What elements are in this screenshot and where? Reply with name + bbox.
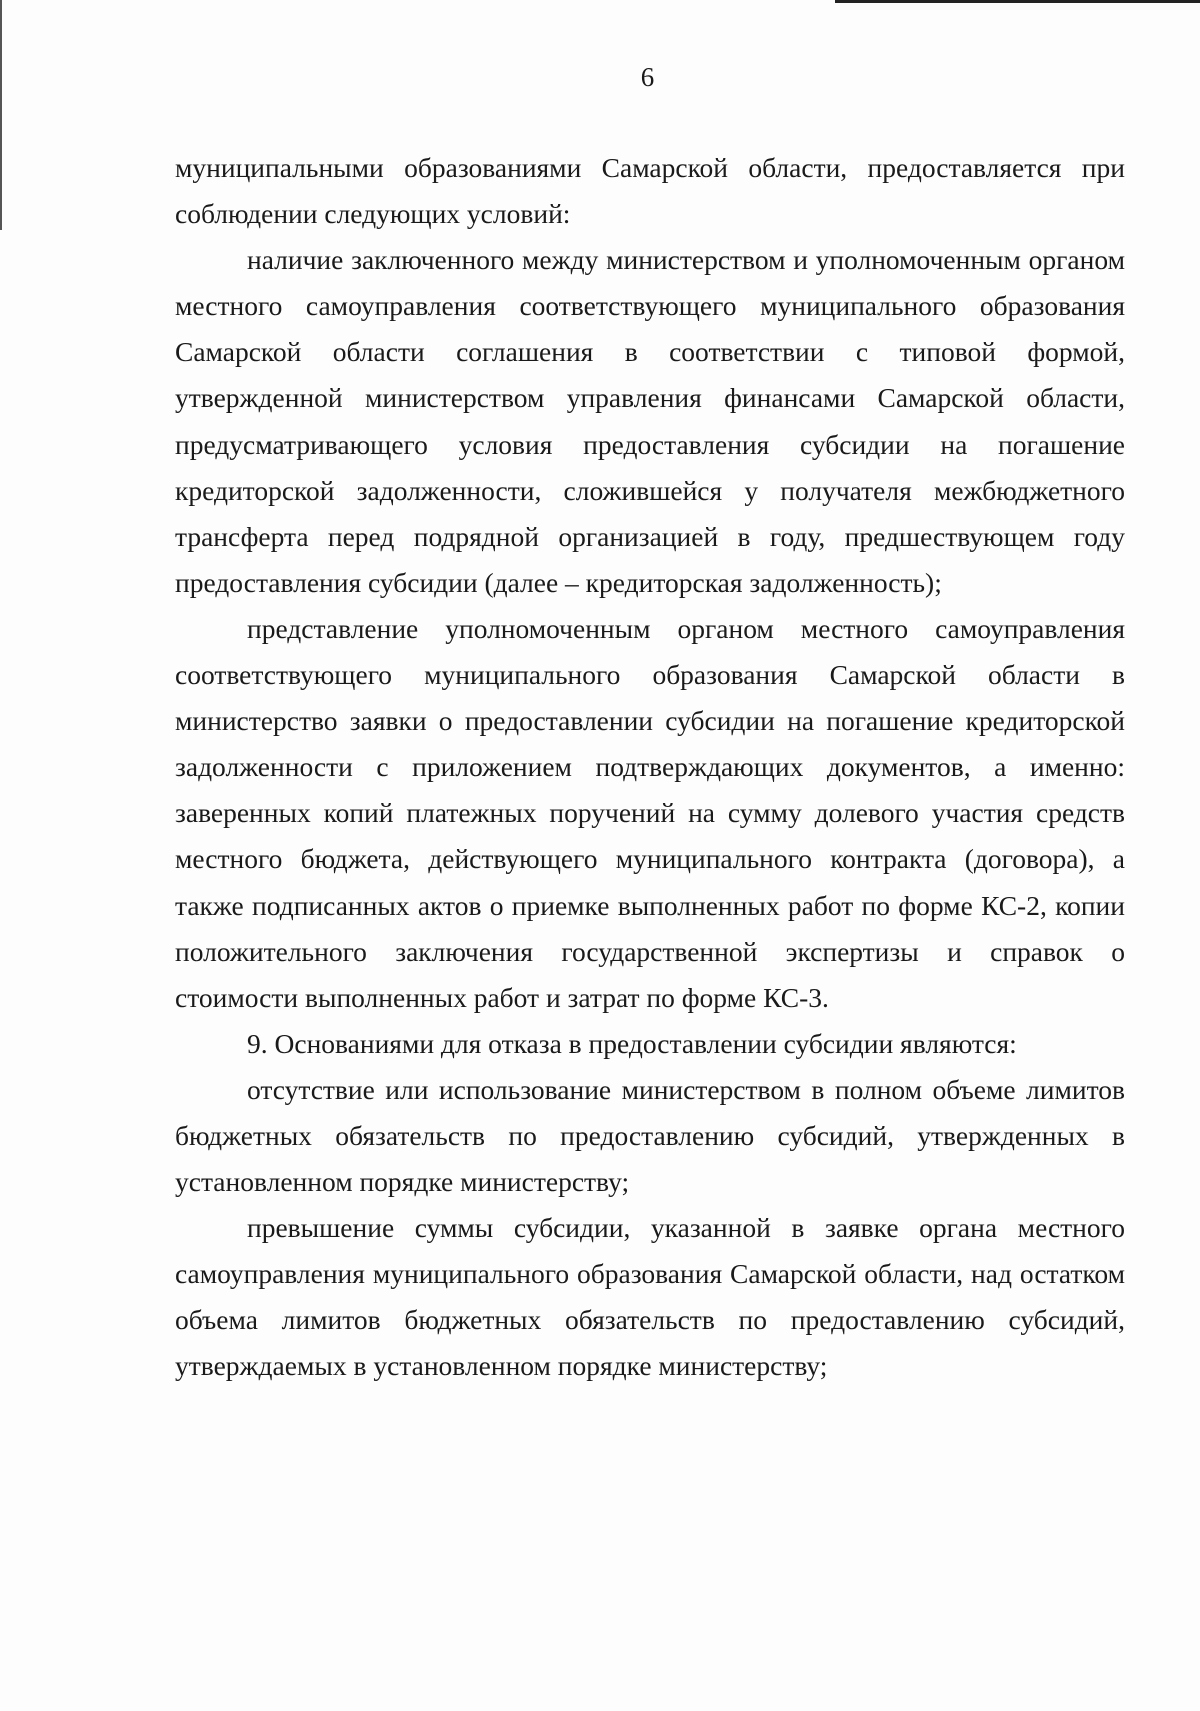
document-body <box>175 145 1125 1390</box>
paragraph-intro-continuation: муниципальными образованиями Самарской области, предоставляется при соблюдении следующих условий: <box>175 152 1125 230</box>
scan-edge-shadow <box>0 0 2 230</box>
page-number: 6 <box>640 62 655 92</box>
paragraph-refusal-grounds-heading: 9. Основаниями для отказа в предоставлении субсидии являются: <box>247 1027 1017 1059</box>
scan-edge-line <box>835 0 1200 3</box>
paragraph-condition-application: представление уполномоченным органом местного самоуправления соответствующего муниципального образования Самарской области в министерство заявки о предоставлении субсидии на погашение кредиторской задолженности с приложением подтверждающих документов, а именно: заверенных копий платежных поручений на сумму долевого участия средств местного бюджета, действующего муниципального контракта (договора), а также подписанных актов о приемке выполненных работ по форме КС-2, копии положительного заключения государственной экспертизы и справок о стоимости выполненных работ и затрат по форме КС-3. <box>175 612 1125 1013</box>
paragraph-refusal-excess: превышение суммы субсидии, указанной в заявке органа местного самоуправления муниципального образования Самарской области, над остатком объема лимитов бюджетных обязательств по предоставлению субсидий, утверждаемых в установленном порядке министерству; <box>175 1212 1125 1382</box>
paragraph-refusal-limits: отсутствие или использование министерством в полном объеме лимитов бюджетных обязательств по предоставлению субсидий, утвержденных в установленном порядке министерству; <box>175 1073 1125 1198</box>
paragraph-condition-agreement: наличие заключенного между министерством и уполномоченным органом местного самоуправления соответствующего муниципального образования Самарской области соглашения в соответствии с типовой формой, утвержденной министерством управления финансами Самарской области, предусматривающего условия предоставления субсидии на погашение кредиторской задолженности, сложившейся у получателя межбюджетного трансферта перед подрядной организацией в году, предшествующем году предоставления субсидии (далее – кредиторская задолженность); <box>175 244 1125 598</box>
